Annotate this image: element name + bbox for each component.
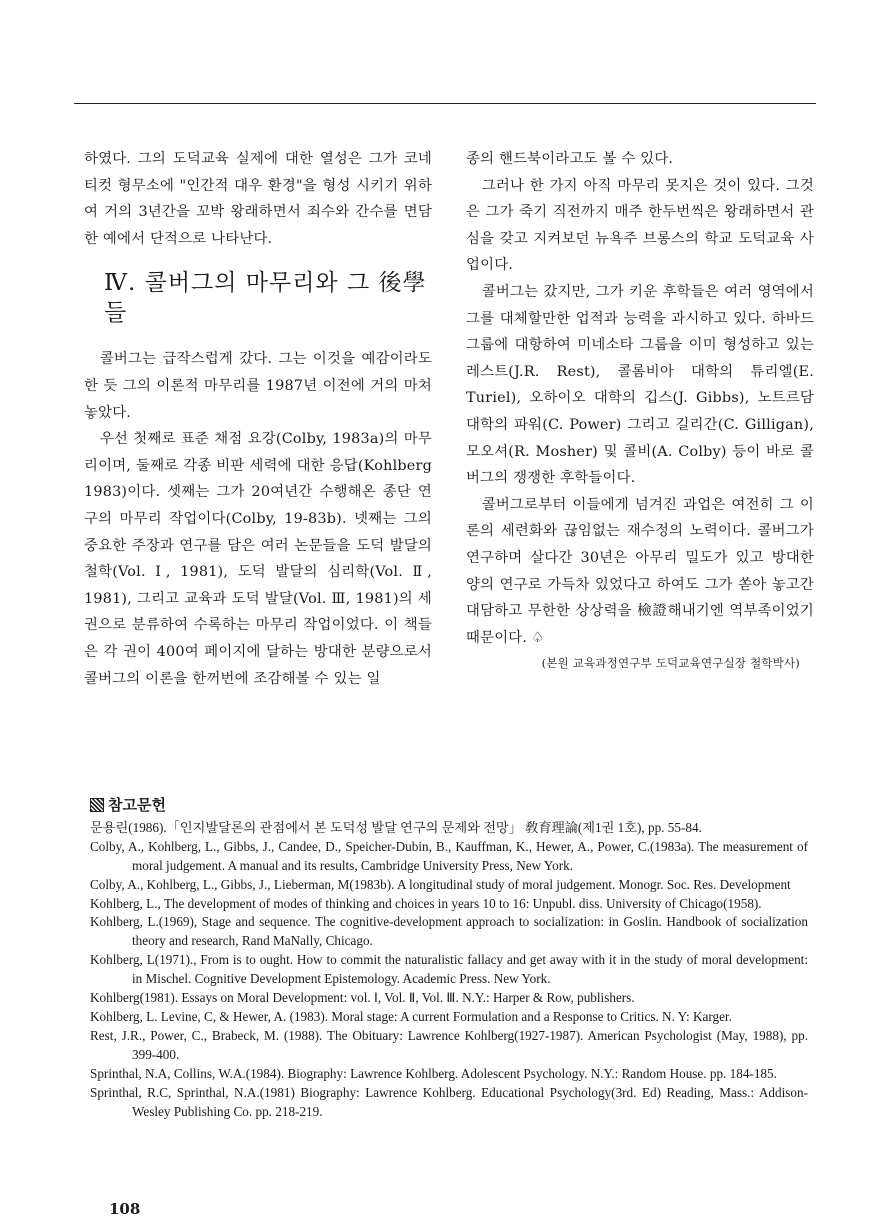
body-paragraph: 콜버그는 갔지만, 그가 키운 후학들은 여러 영역에서 그를 대체할만한 업적과 능력을 과시하고 있다. 하바드 그룹에 대항하여 미네소타 그룹을 이미 형성하고 있는 레스트(J.R. Rest), 콜롬비아 대학의 튜리엘(E. Turiel), 오하이오 대학의 깁스(J. Gibbs), 노트르담 대학의 파워(C. Power) 그리고 길리간(C. Gilligan), 모오셔(R. Mosher) 및 콜비(A. Colby) 등이 바로 콜버그의 쟁쟁한 후학들이다. <box>466 283 814 487</box>
end-mark-icon: ♤ <box>531 629 545 646</box>
reference-item: 문용린(1986).「인지발달론의 관점에서 본 도덕성 발달 연구의 문제와 전망」 敎育理論(제1권 1호), pp. 55-84. <box>90 819 702 835</box>
author-affiliation: (본원 교육과정연구부 도덕교육연구실장 철학박사) <box>541 656 800 671</box>
reference-item: Kohlberg, L.(1969), Stage and sequence. The cognitive-development approach to socialization: in Goslin. Handbook of socialization theory and research, Rand MaNally, Chicago. <box>90 914 808 949</box>
page-number: 108 <box>109 1200 141 1218</box>
reference-item: Kohlberg, L(1971)., From is to ought. How to commit the naturalistic fallacy and get away with it in the study of moral development: in Mischel. Cognitive Development Epistemology. Academic Press. New York. <box>90 952 808 987</box>
reference-item: Kohlberg, L. Levine, C, & Hewer, A. (1983). Moral stage: A current Formulation and a Response to Critics. N. Y: Karger. <box>90 1008 732 1024</box>
body-paragraph <box>466 492 814 652</box>
section-title: Ⅳ. 콜버그의 마무리와 그 後學들 <box>104 270 427 327</box>
left-column <box>84 146 432 692</box>
body-paragraph: 그러나 한 가지 아직 마무리 못지은 것이 있다. 그것은 그가 죽기 직전까지 매주 한두번씩은 왕래하면서 관심을 갖고 지켜보던 뉴욕주 브롱스의 학교 도덕교육 사업이다. <box>466 177 814 274</box>
body-paragraph: 콜버그는 급작스럽게 갔다. 그는 이것을 예감이라도 한 듯 그의 이론적 마무리를 1987년 이전에 거의 마쳐놓았다. <box>84 351 432 421</box>
reference-item: Colby, A., Kohlberg, L., Gibbs, J., Candee, D., Speicher-Dubin, B., Kauffman, K., Hewer, A., Power, C.(1983a). The measurement of moral judgement. A manual and its results, Cambridge University Press, New York. <box>90 838 808 873</box>
reference-item: Kohlberg, L., The development of modes of thinking and choices in years 10 to 16: Unpubl. diss. University of Chicago(1958). <box>90 895 762 911</box>
header-rule <box>74 103 816 104</box>
body-paragraph: 종의 핸드북이라고도 볼 수 있다. <box>466 151 674 167</box>
references-heading <box>90 796 808 815</box>
reference-item: Colby, A., Kohlberg, L., Gibbs, J., Lieberman, M(1983b). A longitudinal study of moral judgement. Monogr. Soc. Res. Development <box>90 876 791 892</box>
body-paragraph: 하였다. 그의 도덕교육 실제에 대한 열성은 그가 코네티컷 형무소에 "인간적 대우 환경"을 형성 시키기 위하여 거의 3년간을 꼬박 왕래하면서 죄수와 간수를 면담한 예에서 단적으로 나타난다. <box>84 151 432 247</box>
references-heading-label: 참고문헌 <box>108 796 166 814</box>
reference-item: Kohlberg(1981). Essays on Moral Development: vol. Ⅰ, Vol. Ⅱ, Vol. Ⅲ. N.Y.: Harper & Row, publishers. <box>90 990 635 1006</box>
body-paragraph: 우선 첫째로 표준 채점 요강(Colby, 1983a)의 마무리이며, 둘째로 각종 비판 세력에 대한 응답(Kohlberg 1983)이다. 셋째는 그가 20여년간 수행해온 종단 연구의 마무리 작업이다(Colby, 19-83b). 넷째는 그의 중요한 주장과 연구를 담은 여러 논문들을 도덕 발달의 철학(Vol. Ⅰ, 1981), 도덕 발달의 심리학(Vol. Ⅱ, 1981), 그리고 교육과 도덕 발달(Vol. Ⅲ, 1981)의 세권으로 분류하여 수록하는 마무리 작업이었다. 이 책들은 각 권이 400여 페이지에 달하는 방대한 분량으로서 콜버그의 이론을 한꺼번에 조감해볼 수 있는 일 <box>84 431 432 687</box>
references-section <box>90 796 808 1121</box>
reference-item: Rest, J.R., Power, C., Brabeck, M. (1988). The Obituary: Lawrence Kohlberg(1927-1987). American Psychologist (May, 1988), pp. 399-400. <box>90 1027 808 1062</box>
hatched-square-icon <box>90 798 104 812</box>
reference-item: Sprinthal, N.A, Collins, W.A.(1984). Biography: Lawrence Kohlberg. Adolescent Psychology. N.Y.: Random House. pp. 184-185. <box>90 1065 777 1081</box>
reference-item: Sprinthal, R.C, Sprinthal, N.A.(1981) Biography: Lawrence Kohlberg. Educational Psychology(3rd. Ed) Reading, Mass.: Addison-Wesley Publishing Co. pp. 218-219. <box>90 1084 808 1119</box>
closing-sentence: 콜버그로부터 이들에게 넘겨진 과업은 여전히 그 이론의 세련화와 끊임없는 재수정의 노력이다. 콜버그가 연구하며 살다간 30년은 아무리 밀도가 있고 방대한 양의 연구로 가득차 있었다고 하여도 그가 쏟아 놓고간 대담하고 무한한 상상력을 檢證해내기엔 역부족이었기 때문이다. <box>466 496 814 646</box>
right-column <box>466 146 814 673</box>
